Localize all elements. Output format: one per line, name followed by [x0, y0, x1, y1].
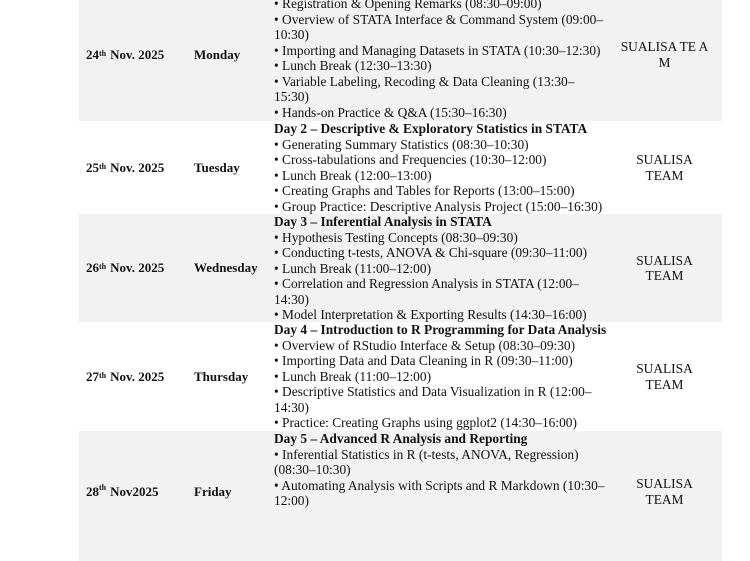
- facilitator-cell: [607, 322, 722, 431]
- session-item: • Generating Summary Statistics (08:30–10:30): [274, 136, 529, 152]
- session-item: • Lunch Break (12:00–13:00): [274, 167, 432, 183]
- date-day: 28: [86, 484, 99, 499]
- sessions-cell: [267, 0, 607, 121]
- schedule-row-day4: [79, 322, 722, 431]
- session-item: • Overview of RStudio Interface & Setup (08:30–09:30): [274, 337, 576, 353]
- facilitator-name: SUALISA TEAM: [636, 476, 693, 507]
- date-cell: 26 $^{th}$ Nov. 2025: [86, 260, 165, 275]
- facilitator-cell: [607, 0, 722, 121]
- schedule-row-day1: [79, 0, 722, 121]
- date-month-year: Nov. 2025: [110, 46, 165, 62]
- facilitator-name: SUALISA TEAM: [636, 361, 693, 392]
- facilitator-name: SUALISA TE AM: [620, 39, 709, 70]
- session-item: • Model Interpretation & Exporting Results (14:30–16:00): [274, 307, 587, 322]
- facilitator-name: SUALISA TEAM: [636, 152, 693, 183]
- session-item: • Creating Graphs and Tables for Reports (13:00–15:00): [274, 183, 575, 198]
- session-item: • Importing Data and Data Cleaning in R (09:30–11:00): [274, 353, 573, 368]
- weekday-cell: Wednesday: [194, 260, 258, 275]
- session-item: • Lunch Break (11:00–12:00): [274, 368, 432, 384]
- day-title: Day 3 – Inferential Analysis in STATA: [274, 214, 492, 229]
- session-item: • Lunch Break (12:30–13:30): [274, 58, 432, 73]
- sessions-cell: [267, 121, 607, 214]
- facilitator-cell: [607, 431, 722, 561]
- session-item: • Practice: Creating Graphs using ggplot2 (14:30–16:00): [274, 415, 577, 430]
- weekday-cell: Monday: [194, 46, 241, 62]
- session-item: • Hands-on Practice & Q&A (15:30–16:30): [274, 104, 507, 120]
- session-item: • Inferential Statistics in R (t-tests, ANOVA, Regression) (08:30–10:30): [274, 446, 579, 477]
- session-item: • Hypothesis Testing Concepts (08:30–09:30): [274, 229, 518, 245]
- date-cell: 24 $^{th}$ Nov. 2025: [86, 46, 165, 62]
- day-title: Day 5 – Advanced R Analysis and Reporting: [274, 431, 528, 446]
- session-item: • Importing and Managing Datasets in STATA (10:30–12:30): [274, 42, 601, 58]
- session-item: • Group Practice: Descriptive Analysis Project (15:00–16:30): [274, 198, 603, 214]
- session-item: • Registration & Opening Remarks (08:30–09:00): [274, 0, 542, 11]
- session-item: • Correlation and Regression Analysis in STATA (12:00–14:30): [274, 276, 579, 307]
- facilitator-cell: [607, 214, 722, 322]
- weekday-cell: Friday: [194, 484, 232, 499]
- session-item: • Descriptive Statistics and Data Visualization in R (12:00–14:30): [274, 384, 592, 415]
- facilitator-name: SUALISA TEAM: [636, 252, 693, 283]
- date-cell: 25 $^{th}$ Nov. 2025: [86, 159, 165, 175]
- date-day: 25: [86, 159, 99, 175]
- sessions-cell: [267, 431, 607, 561]
- sessions-cell: [267, 214, 607, 322]
- facilitator-cell: [607, 121, 722, 214]
- date-day: 24: [86, 46, 99, 62]
- day-title: Day 2 – Descriptive & Exploratory Statistics in STATA: [274, 121, 588, 136]
- date-day: 27: [86, 368, 99, 384]
- session-item: • Cross-tabulations and Frequencies (10:30–12:00): [274, 152, 547, 167]
- schedule-row-day3: [79, 214, 722, 322]
- session-item: • Overview of STATA Interface & Command System (09:00–10:30): [274, 11, 604, 42]
- training-schedule-table: [79, 0, 722, 561]
- schedule-row-day5: [79, 431, 722, 561]
- day-title: Day 4 – Introduction to R Programming for Data Analysis: [274, 322, 607, 337]
- date-month-year: Nov2025: [110, 484, 159, 499]
- date-month-year: Nov. 2025: [110, 368, 165, 384]
- session-item: • Lunch Break (11:00–12:00): [274, 260, 432, 276]
- weekday-cell: Tuesday: [194, 159, 240, 175]
- session-item: • Conducting t-tests, ANOVA & Chi-square (09:30–11:00): [274, 245, 588, 260]
- sessions-cell: [267, 322, 607, 431]
- session-item: • Automating Analysis with Scripts and R Markdown (10:30–12:00): [274, 477, 605, 508]
- date-month-year: Nov. 2025: [110, 159, 165, 175]
- date-cell: 28 $^{th}$ Nov2025: [86, 483, 159, 499]
- session-item: • Variable Labeling, Recoding & Data Cleaning (13:30–15:30): [274, 73, 575, 104]
- schedule-row-day2: [79, 121, 722, 214]
- date-cell: 27 $^{th}$ Nov. 2025: [86, 368, 165, 384]
- weekday-cell: Thursday: [194, 368, 249, 384]
- date-day: 26: [86, 260, 99, 275]
- date-month-year: Nov. 2025: [110, 260, 165, 275]
